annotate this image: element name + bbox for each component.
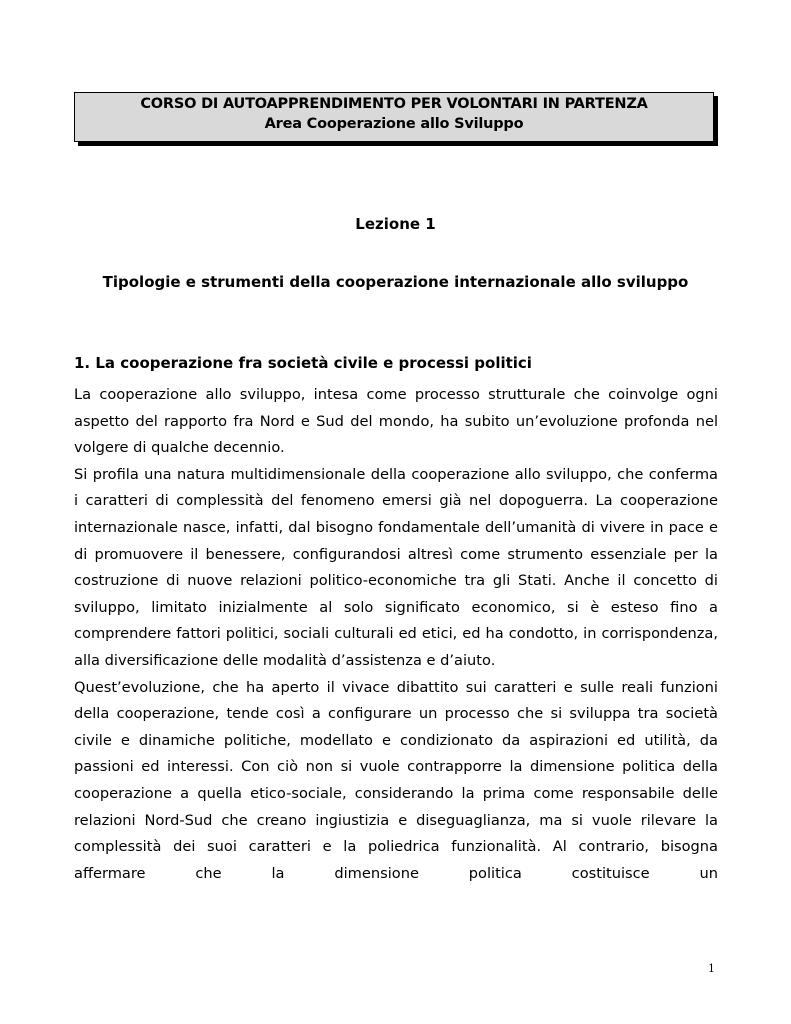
section-heading: 1. La cooperazione fra società civile e processi politici xyxy=(74,354,532,372)
header-box xyxy=(74,92,714,142)
paragraph: La cooperazione allo sviluppo, intesa come processo strutturale che coinvolge ogni aspetto del rapporto fra Nord e Sud del mondo, ha subito un’evoluzione profonda nel volgere di qualche decennio. xyxy=(74,386,718,457)
paragraph: Si profila una natura multidimensionale della cooperazione allo sviluppo, che conferma i caratteri di complessità del fenomeno emersi già nel dopoguerra. La cooperazione internazionale nasce, infatti, dal bisogno fondamentale dell’umanità di vivere in pace e di promuovere il benessere, configurandosi altresì come strumento essenziale per la costruzione di nuove relazioni politico-economiche tra gli Stati. Anche il concetto di sviluppo, limitato inizialmente al solo significato economico, si è esteso fino a comprendere fattori politici, sociali culturali ed etici, ed ha condotto, in corrispondenza, alla diversificazione delle modalità d’assistenza e d’aiuto. xyxy=(74,465,718,669)
body-text xyxy=(74,382,718,887)
course-header xyxy=(74,92,714,142)
paragraph: Quest’evoluzione, che ha aperto il vivace dibattito sui caratteri e sulle reali funzioni della cooperazione, tende così a configurare un processo che si sviluppa tra società civile e dinamiche politiche, modellato e condizionato da aspirazioni ed utilità, da passioni ed interessi. Con ciò non si vuole contrapporre la dimensione politica della cooperazione a quella etico-sociale, considerando la prima come responsabile delle relazioni Nord-Sud che creano ingiustizia e diseguaglianza, ma si vuole rilevare la complessità dei suoi caratteri e la poliedrica funzionalità. Al contrario, bisogna affermare che la dimensione politica costituisce un xyxy=(74,678,718,882)
lesson-title: Lezione 1 xyxy=(355,215,436,233)
page-number: 1 xyxy=(708,962,715,975)
course-title: CORSO DI AUTOAPPRENDIMENTO PER VOLONTARI IN PARTENZA xyxy=(140,96,648,112)
course-area: Area Cooperazione allo Sviluppo xyxy=(264,116,524,132)
lesson-subtitle: Tipologie e strumenti della cooperazione internazionale allo sviluppo xyxy=(102,273,689,291)
